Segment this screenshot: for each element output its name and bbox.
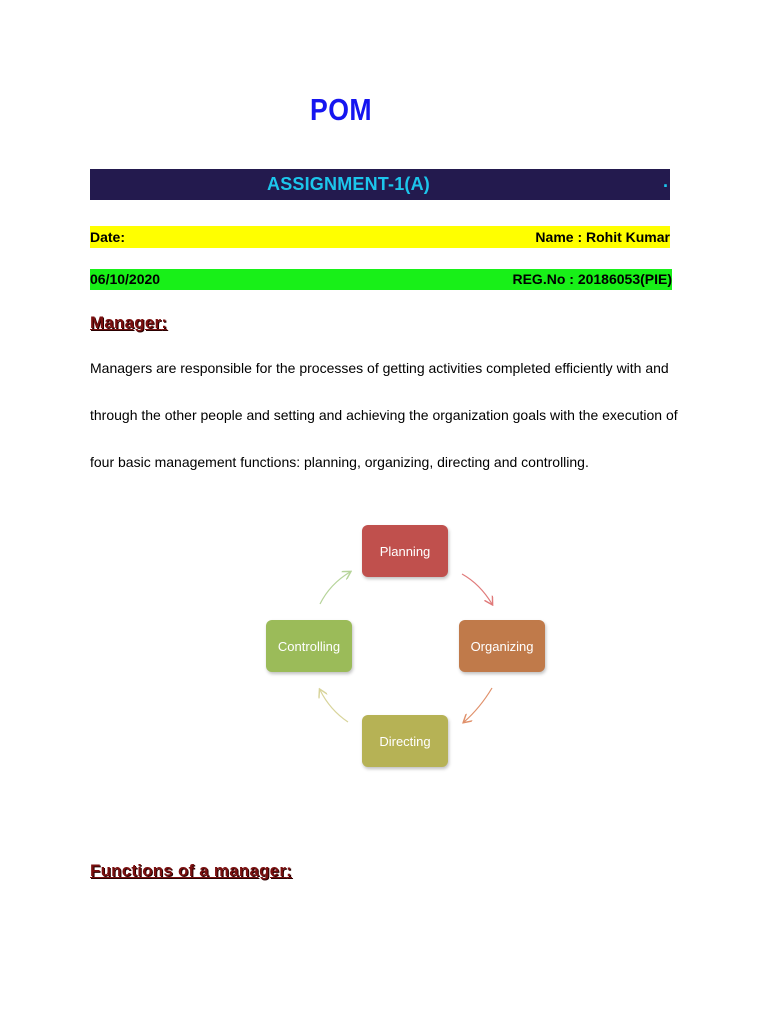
functions-heading: [90, 861, 292, 881]
arrow-controlling-to-planning: [320, 572, 350, 604]
manager-heading: [90, 313, 167, 333]
paragraph-line: through the other people and setting and achieving the organization goals with the execution of: [90, 407, 678, 423]
banner-dot: .: [662, 171, 668, 191]
date-name-bar: [90, 226, 670, 248]
manager-heading-colon: :: [161, 313, 168, 332]
assignment-banner: [90, 169, 670, 200]
functions-heading-colon: :: [286, 861, 293, 880]
page-title: POM: [309, 92, 373, 127]
planning-node: Planning: [362, 525, 448, 577]
arrow-planning-to-organizing: [462, 574, 492, 604]
assignment-title: ASSIGNMENT-1(A): [267, 174, 431, 194]
arrow-directing-to-controlling: [320, 690, 348, 722]
manager-heading-text: Manager: [90, 313, 162, 332]
paragraph-line: Managers are responsible for the processes of getting activities completed efficiently with and: [90, 360, 669, 376]
student-name: Name : Rohit Kumar: [535, 229, 670, 245]
organizing-node: Organizing: [459, 620, 545, 672]
functions-heading-text: Functions of a manager: [90, 861, 287, 880]
management-cycle-diagram: [258, 518, 558, 778]
registration-number: REG.No : 20186053(PIE): [512, 271, 672, 287]
paragraph-line: four basic management functions: planning, organizing, directing and controlling.: [90, 454, 589, 470]
controlling-node: Controlling: [266, 620, 352, 672]
arrow-organizing-to-directing: [464, 688, 492, 722]
date-value: 06/10/2020: [90, 271, 161, 287]
date-reg-bar: [90, 269, 672, 290]
date-label: Date:: [90, 229, 126, 245]
directing-node: Directing: [362, 715, 448, 767]
